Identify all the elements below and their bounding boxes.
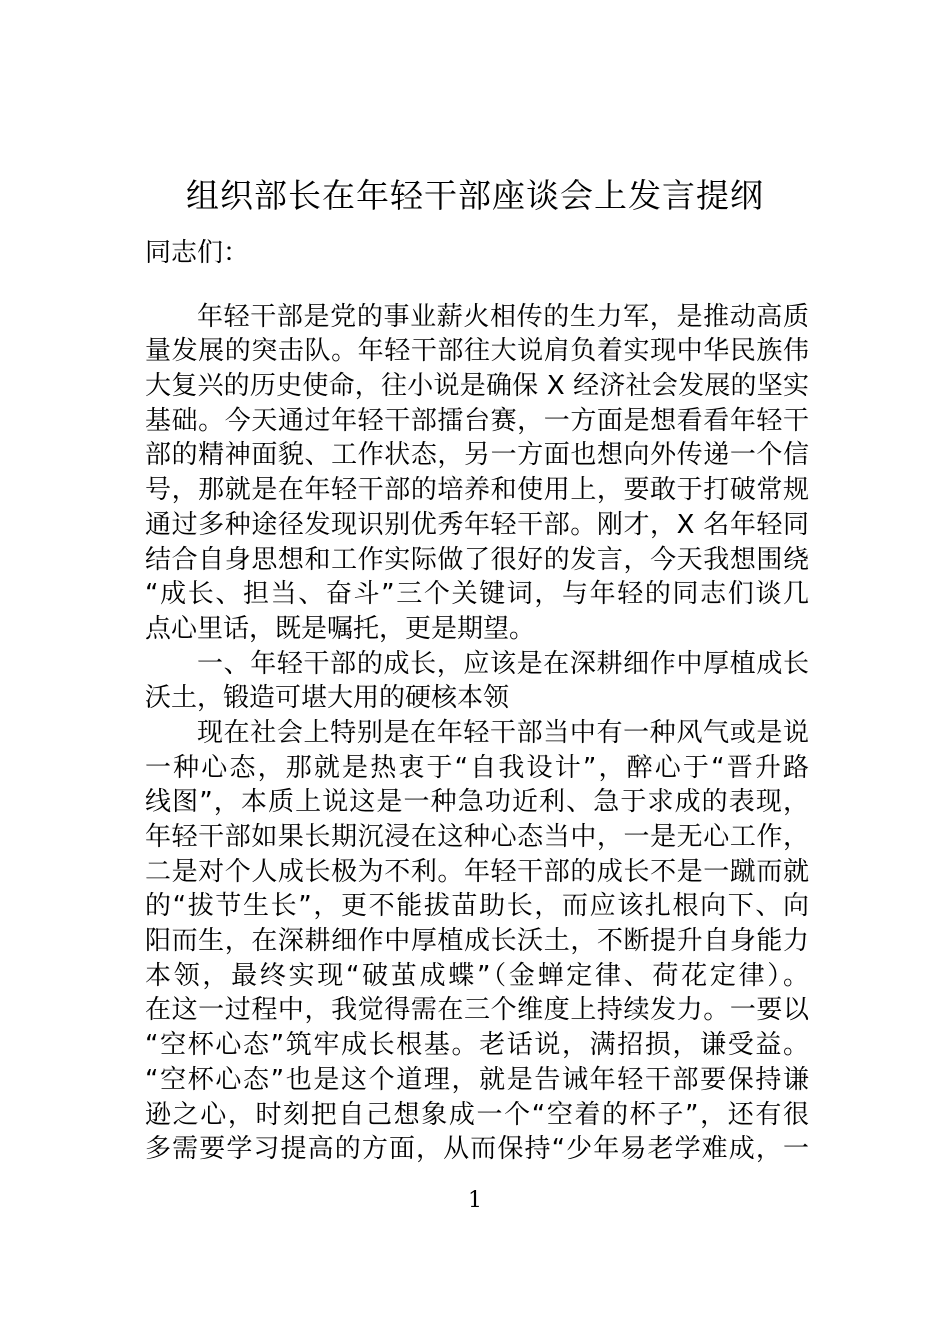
text-line: 通过多种途径发现识别优秀年轻干部。刚才，X 名年轻同 bbox=[145, 509, 809, 540]
text-line: “成长、担当、奋斗”三个关键词，与年轻的同志们谈几 bbox=[145, 579, 809, 610]
text-line: 沃土，锻造可堪大用的硬核本领 bbox=[145, 683, 510, 714]
document-body bbox=[145, 236, 809, 1167]
greeting bbox=[145, 236, 809, 271]
text-line: 一、年轻干部的成长，应该是在深耕细作中厚植成长 bbox=[197, 648, 809, 679]
text-line: 同志们： bbox=[145, 238, 250, 268]
text-line: 一种心态，那就是热衷于“自我设计”，醉心于“晋升路 bbox=[145, 752, 809, 783]
text-line: 点心里话，既是嘱托，更是期望。 bbox=[145, 613, 536, 644]
text-line: 逊之心，时刻把自己想象成一个“空着的杯子”，还有很 bbox=[145, 1099, 809, 1130]
text-line: “空杯心态”也是这个道理，就是告诫年轻干部要保持谦 bbox=[145, 1064, 809, 1095]
text-line: “空杯心态”筑牢成长根基。老话说，满招损，谦受益。 bbox=[145, 1030, 809, 1061]
text-line: 二是对个人成长极为不利。年轻干部的成长不是一蹴而就 bbox=[145, 856, 809, 887]
section-heading bbox=[145, 647, 809, 716]
text-line: 号，那就是在年轻干部的培养和使用上，要敢于打破常规 bbox=[145, 475, 809, 506]
text-line: 年轻干部是党的事业薪火相传的生力军，是推动高质 bbox=[197, 301, 809, 332]
text-line: 在这一过程中，我觉得需在三个维度上持续发力。一要以 bbox=[145, 995, 809, 1026]
text-line: 阳而生，在深耕细作中厚植成长沃土，不断提升自身能力 bbox=[145, 926, 809, 957]
text-line: 线图”，本质上说这是一种急功近利、急于求成的表现， bbox=[145, 787, 809, 818]
paragraph bbox=[145, 716, 809, 1167]
text-line: 结合自身思想和工作实际做了很好的发言，今天我想围绕 bbox=[145, 544, 809, 575]
page-number: 1 bbox=[468, 1188, 482, 1213]
text-line: 的“拔节生长”，更不能拔苗助长，而应该扎根向下、向 bbox=[145, 891, 809, 922]
text-line: 现在社会上特别是在年轻干部当中有一种风气或是说 bbox=[197, 717, 809, 748]
text-line: 本领，最终实现“破茧成蝶”（金蝉定律、荷花定律）。 bbox=[145, 960, 809, 991]
text-line: 大复兴的历史使命，往小说是确保 X 经济社会发展的坚实 bbox=[145, 371, 809, 402]
text-line: 部的精神面貌、工作状态，另一方面也想向外传递一个信 bbox=[145, 440, 809, 471]
text-line: 基础。今天通过年轻干部擂台赛，一方面是想看看年轻干 bbox=[145, 405, 809, 436]
document-title: 组织部长在年轻干部座谈会上发言提纲 bbox=[186, 176, 764, 215]
text-line: 年轻干部如果长期沉浸在这种心态当中，一是无心工作， bbox=[145, 822, 809, 852]
paragraph bbox=[145, 300, 809, 647]
text-line: 量发展的突击队。年轻干部往大说肩负着实现中华民族伟 bbox=[145, 336, 809, 367]
text-line: 多需要学习提高的方面，从而保持“少年易老学难成，一 bbox=[145, 1134, 809, 1165]
